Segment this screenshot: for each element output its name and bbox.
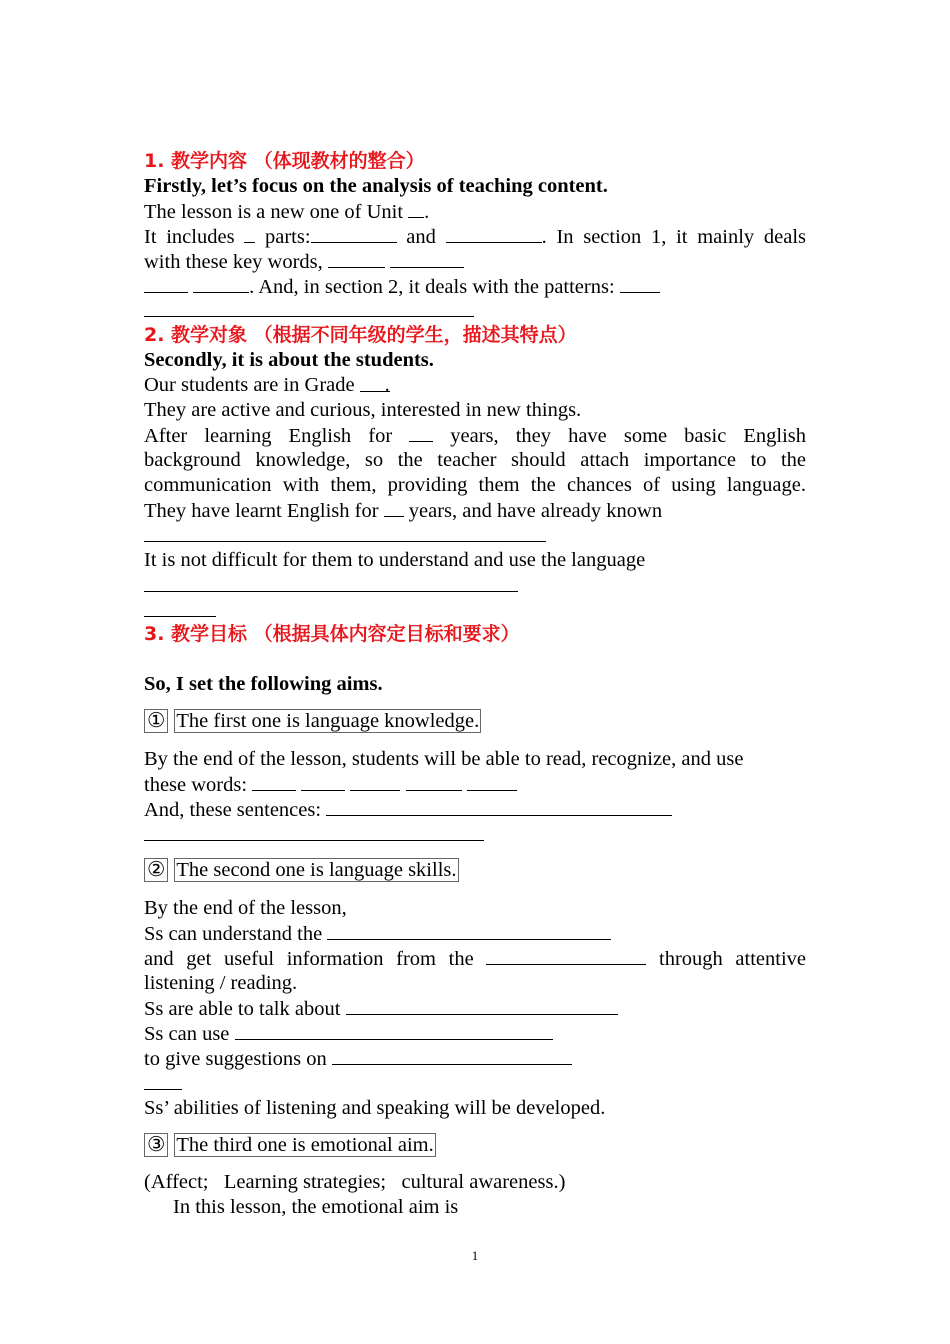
page-number: 1 xyxy=(471,1248,479,1263)
blank xyxy=(384,498,404,517)
blank xyxy=(408,199,424,218)
blank xyxy=(446,224,542,243)
blank xyxy=(235,1021,553,1040)
section-1-intro: Firstly, let’s focus on the analysis of teaching content. xyxy=(144,175,608,197)
end-of-lesson-line: By the end of the lesson, students will be able to read, recognize, and use xyxy=(144,748,744,770)
blank xyxy=(193,274,249,293)
blank-rule xyxy=(144,840,484,841)
abilities-line: Ss’ abilities of listening and speaking will be developed. xyxy=(144,1097,606,1119)
aim-number: ③ xyxy=(144,1133,168,1157)
end-of-lesson-line: By the end of the lesson, xyxy=(144,897,347,919)
aim-3 xyxy=(144,1133,806,1158)
patterns-line: . And, in section 2, it deals with the patterns: xyxy=(144,274,806,300)
blank xyxy=(301,772,345,791)
aim-title: The first one is language knowledge. xyxy=(176,710,480,732)
aim-2 xyxy=(144,858,806,883)
blank xyxy=(252,772,296,791)
understand-line: Ss can understand the xyxy=(144,921,806,947)
blank xyxy=(409,423,433,442)
aim-number: ② xyxy=(144,858,168,882)
blank xyxy=(327,921,611,940)
emotional-aim-line: In this lesson, the emotional aim is xyxy=(173,1196,459,1218)
suggestions-line: to give suggestions on xyxy=(144,1046,806,1072)
grade-line: Our students are in Grade . xyxy=(144,374,390,396)
parts-line: It includes parts: and . In section 1, it mainly deals xyxy=(144,226,806,248)
blank-rule xyxy=(144,541,546,542)
affect-line: (Affect; Learning strategies; cultural awareness.) xyxy=(144,1171,566,1193)
blank xyxy=(620,274,660,293)
blank-rule xyxy=(144,591,518,592)
aim-title: The second one is language skills. xyxy=(176,859,457,881)
communication-line: communication with them, providing them the chances of using language. xyxy=(144,474,806,496)
blank xyxy=(326,797,672,816)
blank-rule xyxy=(144,1089,182,1090)
listening-line: listening / reading. xyxy=(144,972,298,994)
key-words-line: with these key words, xyxy=(144,249,806,275)
blank: . xyxy=(360,373,390,392)
blank-rule xyxy=(144,616,216,617)
background-line: background knowledge, so the teacher should attach importance to the xyxy=(144,449,806,471)
blank xyxy=(144,274,188,293)
blank xyxy=(328,249,385,268)
aim-title: The third one is emotional aim. xyxy=(176,1134,434,1156)
learnt-line: They have learnt English for years, and have already known xyxy=(144,500,663,522)
aim-1 xyxy=(144,709,806,734)
blank-rule xyxy=(144,316,474,317)
use-line: Ss can use xyxy=(144,1021,806,1047)
blank xyxy=(244,224,255,243)
aim-number: ① xyxy=(144,709,168,733)
blank xyxy=(350,772,400,791)
blank xyxy=(467,772,517,791)
blank xyxy=(406,772,462,791)
difficult-line: It is not difficult for them to understand and use the language xyxy=(144,549,646,571)
active-line: They are active and curious, interested in new things. xyxy=(144,399,582,421)
section-3-intro: So, I set the following aims. xyxy=(144,673,383,695)
unit-line: The lesson is a new one of Unit . xyxy=(144,201,430,223)
after-learning-line: After learning English for years, they have some basic English xyxy=(144,425,806,447)
words-line: these words: xyxy=(144,772,806,798)
section-2-heading: 2. 教学对象 （根据不同年级的学生，描述其特点） xyxy=(144,324,577,346)
useful-info-line: and get useful information from the through attentive xyxy=(144,948,806,970)
blank xyxy=(332,1046,572,1065)
blank xyxy=(346,996,618,1015)
section-2-intro: Secondly, it is about the students. xyxy=(144,349,434,371)
section-3-heading: 3. 教学目标 （根据具体内容定目标和要求） xyxy=(144,623,520,645)
blank xyxy=(311,224,397,243)
blank xyxy=(486,946,646,965)
sentences-line: And, these sentences: xyxy=(144,797,806,823)
section-1-heading: 1. 教学内容 （体现教材的整合） xyxy=(144,150,425,172)
blank xyxy=(390,249,464,268)
talk-line: Ss are able to talk about xyxy=(144,996,806,1022)
